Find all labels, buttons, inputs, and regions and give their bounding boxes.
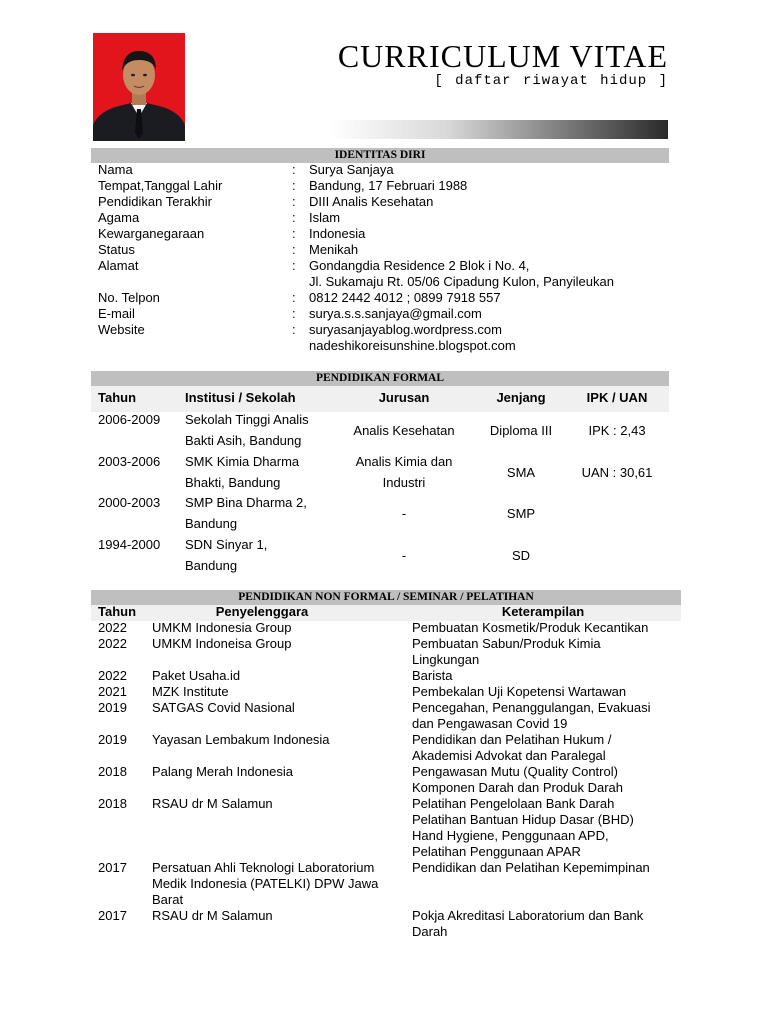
nonformal-skill: dan Pengawasan Covid 19 bbox=[412, 716, 568, 731]
formal-institution: Bandung bbox=[185, 558, 238, 573]
identity-colon: : bbox=[292, 210, 296, 225]
nonformal-skill: Pelatihan Pengelolaan Bank Darah bbox=[412, 796, 615, 811]
column-header: Tahun bbox=[98, 390, 137, 405]
nonformal-skill: Pembuatan Kosmetik/Produk Kecantikan bbox=[412, 620, 649, 635]
identity-label: Kewarganegaraan bbox=[98, 226, 205, 241]
nonformal-organizer: SATGAS Covid Nasional bbox=[152, 700, 295, 715]
identity-value: Bandung, 17 Februari 1988 bbox=[309, 178, 468, 193]
identity-colon: : bbox=[292, 242, 296, 257]
identity-value: suryasanjayablog.wordpress.com bbox=[309, 322, 502, 337]
identity-label: Nama bbox=[98, 162, 133, 177]
identity-value: Islam bbox=[309, 210, 341, 225]
nonformal-skill: Pendidikan dan Pelatihan Kepemimpinan bbox=[412, 860, 650, 875]
formal-institution: Bhakti, Bandung bbox=[185, 475, 281, 490]
formal-major: - bbox=[401, 506, 407, 521]
nonformal-year: 2022 bbox=[98, 636, 127, 651]
column-header: IPK / UAN bbox=[586, 390, 648, 405]
column-header: Institusi / Sekolah bbox=[185, 390, 296, 405]
nonformal-skill: Pendidikan dan Pelatihan Hukum / bbox=[412, 732, 612, 747]
identity-value: Menikah bbox=[309, 242, 359, 257]
nonformal-skill: Hand Hygiene, Penggunaan APD, bbox=[412, 828, 609, 843]
nonformal-organizer: RSAU dr M Salamun bbox=[152, 908, 273, 923]
formal-institution: Sekolah Tinggi Analis bbox=[185, 412, 309, 427]
formal-institution: SMK Kimia Dharma bbox=[185, 454, 300, 469]
identity-value: 0812 2442 4012 ; 0899 7918 557 bbox=[309, 290, 501, 305]
formal-score: IPK : 2,43 bbox=[588, 423, 646, 438]
identity-value: nadeshikoreisunshine.blogspot.com bbox=[309, 338, 516, 353]
nonformal-year: 2022 bbox=[98, 668, 127, 683]
identity-value: surya.s.s.sanjaya@gmail.com bbox=[309, 306, 482, 321]
formal-major: - bbox=[401, 548, 407, 563]
page-title: CURRICULUM VITAE bbox=[337, 38, 668, 74]
section-heading-identity: IDENTITAS DIRI bbox=[91, 148, 669, 163]
formal-major: Analis Kimia dan bbox=[355, 454, 453, 469]
profile-photo bbox=[93, 33, 185, 141]
identity-label: Agama bbox=[98, 210, 140, 225]
nonformal-year: 2018 bbox=[98, 764, 127, 779]
identity-label: Alamat bbox=[98, 258, 139, 273]
column-header: Keterampilan bbox=[501, 604, 585, 619]
nonformal-organizer: Yayasan Lembakum Indonesia bbox=[152, 732, 330, 747]
nonformal-year: 2017 bbox=[98, 860, 127, 875]
nonformal-skill: Barista bbox=[412, 668, 453, 683]
identity-value: Indonesia bbox=[309, 226, 366, 241]
nonformal-organizer: MZK Institute bbox=[152, 684, 229, 699]
formal-institution: SMP Bina Dharma 2, bbox=[185, 495, 307, 510]
nonformal-year: 2017 bbox=[98, 908, 127, 923]
nonformal-organizer: Medik Indonesia (PATELKI) DPW Jawa bbox=[152, 876, 379, 891]
formal-major: Industri bbox=[382, 475, 426, 490]
column-header: Tahun bbox=[98, 604, 137, 619]
formal-institution: Bakti Asih, Bandung bbox=[185, 433, 302, 448]
identity-value: Gondangdia Residence 2 Blok i No. 4, bbox=[309, 258, 530, 273]
nonformal-skill: Akademisi Advokat dan Paralegal bbox=[412, 748, 606, 763]
nonformal-year: 2021 bbox=[98, 684, 127, 699]
nonformal-skill: Pengawasan Mutu (Quality Control) bbox=[412, 764, 618, 779]
identity-colon: : bbox=[292, 226, 296, 241]
nonformal-skill: Pembuatan Sabun/Produk Kimia bbox=[412, 636, 601, 651]
nonformal-year: 2022 bbox=[98, 620, 127, 635]
nonformal-skill: Lingkungan bbox=[412, 652, 480, 667]
identity-value: DIII Analis Kesehatan bbox=[309, 194, 434, 209]
formal-year: 2006-2009 bbox=[98, 412, 161, 427]
decorative-gradient-bar bbox=[330, 120, 668, 139]
formal-level: Diploma III bbox=[489, 423, 553, 438]
identity-colon: : bbox=[292, 306, 296, 321]
page-subtitle: [ daftar riwayat hidup ] bbox=[434, 73, 668, 89]
identity-colon: : bbox=[292, 290, 296, 305]
nonformal-skill: Darah bbox=[412, 924, 448, 939]
identity-label: Pendidikan Terakhir bbox=[98, 194, 212, 209]
nonformal-skill: Pokja Akreditasi Laboratorium dan Bank bbox=[412, 908, 644, 923]
nonformal-organizer: UMKM Indonesia Group bbox=[152, 620, 292, 635]
formal-year: 2003-2006 bbox=[98, 454, 161, 469]
section-heading-formal-education: PENDIDIKAN FORMAL bbox=[91, 371, 669, 386]
section-heading-non-formal: PENDIDIKAN NON FORMAL / SEMINAR / PELATIHAN bbox=[91, 590, 681, 605]
column-header: Penyelenggara bbox=[215, 604, 309, 619]
identity-colon: : bbox=[292, 322, 296, 337]
nonformal-organizer: Persatuan Ahli Teknologi Laboratorium bbox=[152, 860, 375, 875]
identity-value: Jl. Sukamaju Rt. 05/06 Cipadung Kulon, Panyileukan bbox=[309, 274, 614, 289]
nonformal-organizer: Palang Merah Indonesia bbox=[152, 764, 293, 779]
identity-colon: : bbox=[292, 162, 296, 177]
column-header: Jenjang bbox=[496, 390, 546, 405]
identity-label: E-mail bbox=[98, 306, 135, 321]
nonformal-skill: Komponen Darah dan Produk Darah bbox=[412, 780, 624, 795]
nonformal-year: 2019 bbox=[98, 732, 127, 747]
formal-institution: Bandung bbox=[185, 516, 238, 531]
identity-colon: : bbox=[292, 194, 296, 209]
nonformal-organizer: Barat bbox=[152, 892, 184, 907]
nonformal-skill: Pelatihan Penggunaan APAR bbox=[412, 844, 581, 859]
identity-colon: : bbox=[292, 258, 296, 273]
nonformal-year: 2019 bbox=[98, 700, 127, 715]
column-header: Jurusan bbox=[378, 390, 430, 405]
nonformal-skill: Pelatihan Bantuan Hidup Dasar (BHD) bbox=[412, 812, 634, 827]
identity-label: Status bbox=[98, 242, 135, 257]
nonformal-year: 2018 bbox=[98, 796, 127, 811]
formal-major: Analis Kesehatan bbox=[353, 423, 455, 438]
person-silhouette-icon bbox=[93, 33, 185, 141]
nonformal-skill: Pembekalan Uji Kopetensi Wartawan bbox=[412, 684, 627, 699]
formal-level: SMA bbox=[506, 465, 536, 480]
formal-year: 2000-2003 bbox=[98, 495, 161, 510]
nonformal-organizer: Paket Usaha.id bbox=[152, 668, 241, 683]
formal-level: SD bbox=[511, 548, 531, 563]
formal-institution: SDN Sinyar 1, bbox=[185, 537, 268, 552]
nonformal-organizer: UMKM Indoneisa Group bbox=[152, 636, 292, 651]
identity-label: No. Telpon bbox=[98, 290, 160, 305]
identity-value: Surya Sanjaya bbox=[309, 162, 394, 177]
identity-colon: : bbox=[292, 178, 296, 193]
formal-level: SMP bbox=[506, 506, 536, 521]
nonformal-organizer: RSAU dr M Salamun bbox=[152, 796, 273, 811]
identity-label: Website bbox=[98, 322, 145, 337]
nonformal-skill: Pencegahan, Penanggulangan, Evakuasi bbox=[412, 700, 651, 715]
formal-score: UAN : 30,61 bbox=[581, 465, 653, 480]
identity-label: Tempat,Tanggal Lahir bbox=[98, 178, 223, 193]
formal-year: 1994-2000 bbox=[98, 537, 161, 552]
